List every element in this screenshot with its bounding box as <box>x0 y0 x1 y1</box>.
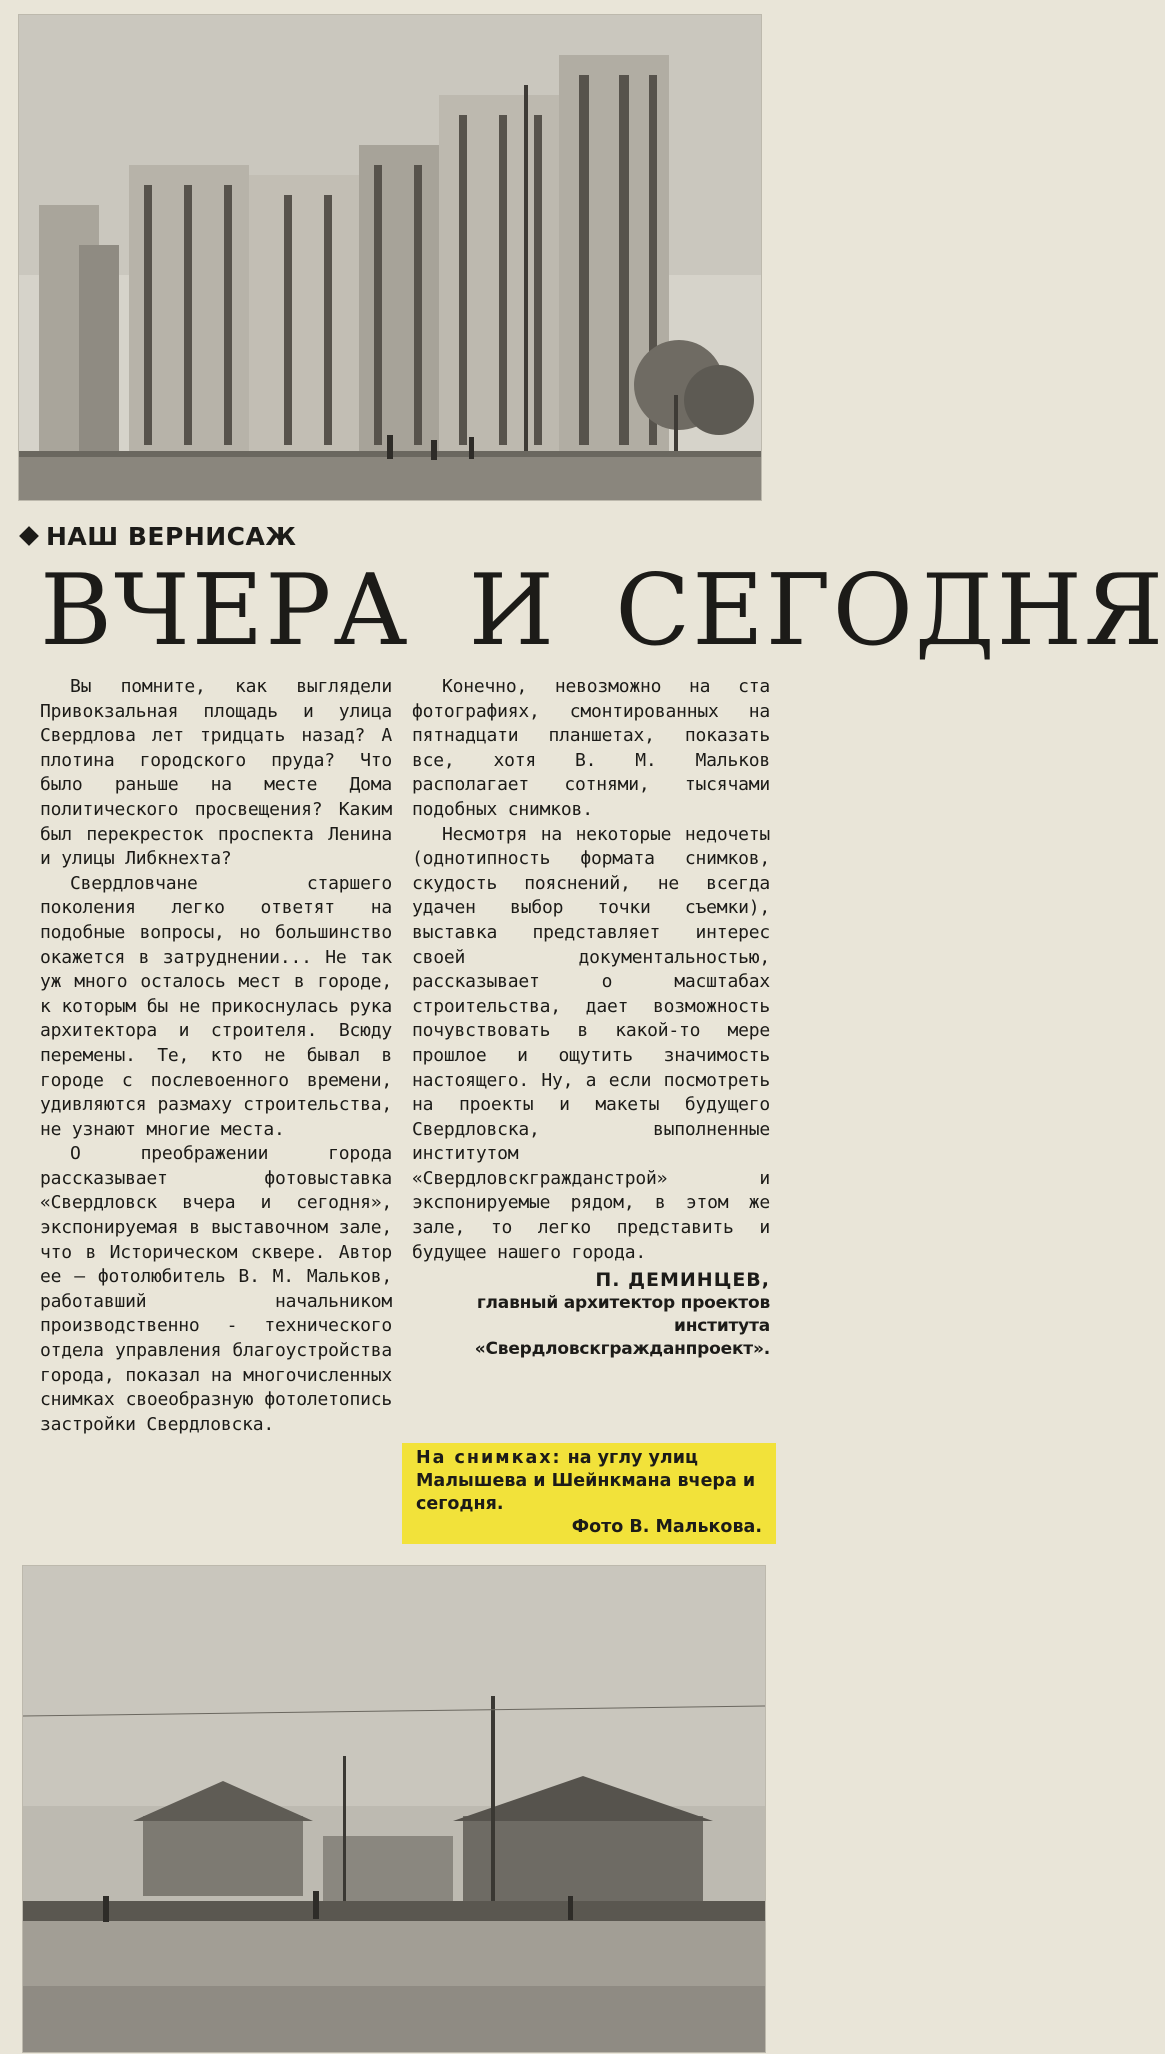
photo-caption <box>402 1443 776 1544</box>
signature-name: П. ДЕМИНЦЕВ, <box>595 1269 770 1292</box>
article-paragraph: Конечно, невозможно на ста фотографиях, смонтированных на пятнадцати планшетах, показать все, хотя В. М. Мальков располагает сотнями, тысячами подобных снимков. <box>412 676 770 820</box>
article-paragraph: О преображении города рассказывает фотовыставка «Свердловск вчера и сегодня», экспонируемая в выставочном зале, что в Историческом сквере. Автор ее — фотолюбитель В. М. Мальков, работавший начальником производственно - технического отдела управления благоустройства города, показал на многочисленных снимках своеобразную фотолетопись застройки Свердловска. <box>40 1143 392 1435</box>
article-paragraph: Вы помните, как выглядели Привокзальная площадь и улица Свердлова лет тридцать назад? А плотина городского пруда? Что было раньше на месте Дома политического просвещения? Каким был перекресток проспекта Ленина и улицы Либкнехта? <box>40 676 392 870</box>
article-left-column <box>40 675 392 1437</box>
diamond-icon <box>19 526 39 546</box>
rubric-label: НАШ ВЕРНИСАЖ <box>46 521 297 551</box>
signature-title: главный архитектор проектов института «Свердловскгражданпроект». <box>474 1293 770 1360</box>
photo-yesterday-image <box>23 1566 765 2052</box>
photo-credit: Фото В. Малькова. <box>571 1517 762 1537</box>
caption-text: на углу улиц Малышева и Шейнкмана вчера и сегодня. <box>416 1448 756 1514</box>
signature <box>412 1269 770 1361</box>
article-right-column <box>412 675 770 1361</box>
photo-yesterday-street <box>22 1565 766 2053</box>
headline: ВЧЕРА И СЕГОДНЯ <box>40 554 1165 668</box>
caption-lead: На снимках: <box>416 1448 562 1468</box>
photo-today-buildings <box>18 14 762 501</box>
article-paragraph: Несмотря на некоторые недочеты (однотипность формата снимков, скудость пояснений, не всегда удачен выбор точки съемки), выставка представляет интерес своей документальностью, рассказывает о масштабах строительства, дает возможность почувствовать в какой-то мере прошлое и ощутить значимость настоящего. Ну, а если посмотреть на проекты и макеты будущего Свердловска, выполненные институтом «Свердловскгражданстрой» и экспонируемые рядом, в этом же зале, то легко представить и будущее нашего города. <box>412 823 770 1263</box>
article-paragraph: Свердловчане старшего поколения легко ответят на подобные вопросы, но большинство окажется в затруднении... Не так уж много осталось мест в городе, к которым бы не прикоснулась рука архитектора и строителя. Всюду перемены. Те, кто не бывал в городе с послевоенного времени, удивляются размаху строительства, не узнают многие места. <box>40 872 392 1140</box>
rubric <box>18 520 296 552</box>
photo-today-image <box>19 15 761 500</box>
